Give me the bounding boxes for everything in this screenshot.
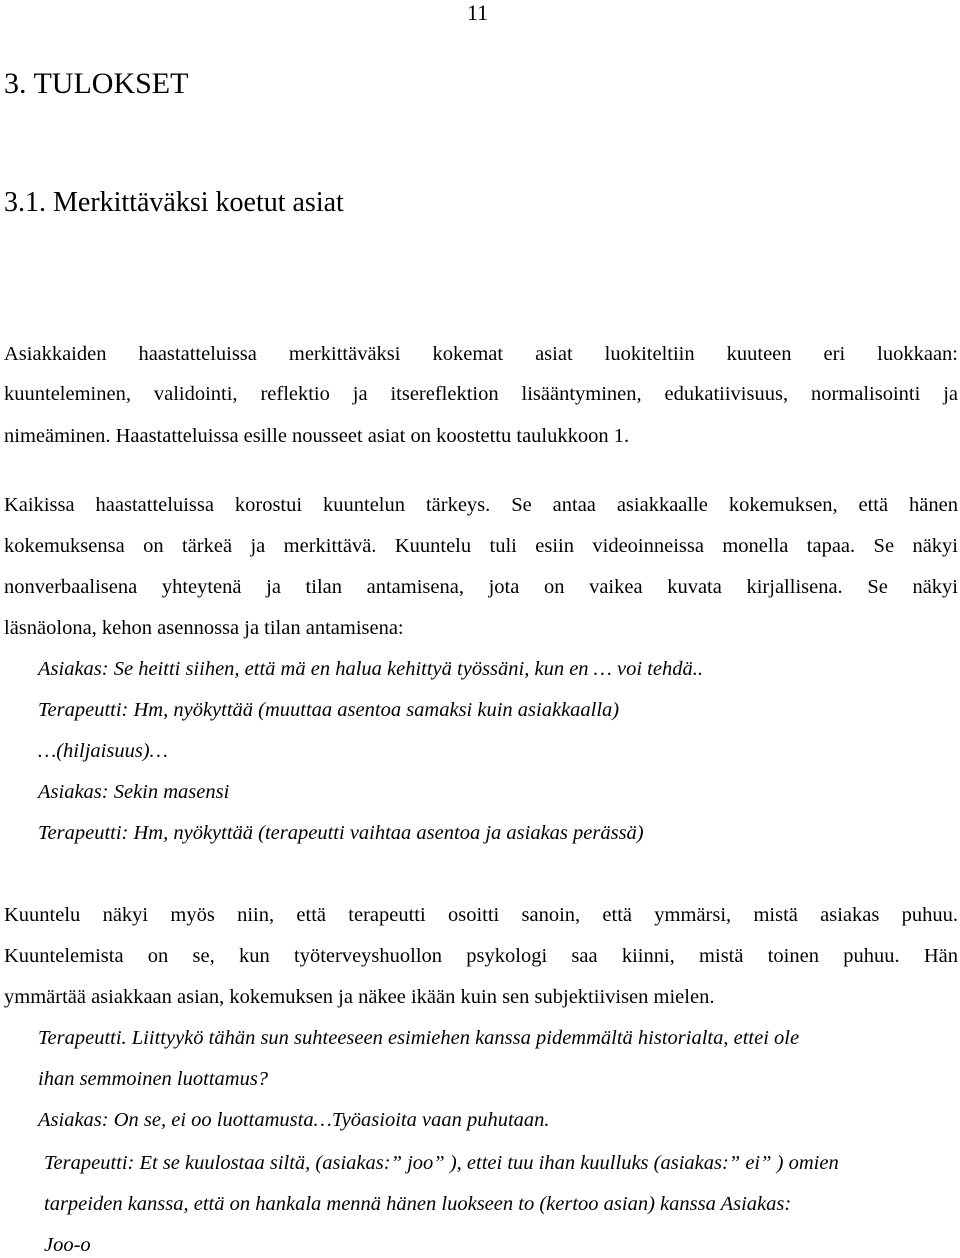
paragraph-3-line-1: Kuuntelu näkyi myös niin, että terapeutti osoitti sanoin, että ymmärsi, mistä asiakas puhuu. bbox=[4, 904, 958, 926]
section-heading: 3.1. Merkittäväksi koetut asiat bbox=[4, 187, 344, 218]
quote-line: Joo-o bbox=[44, 1234, 91, 1256]
paragraph-3-line-2: Kuuntelemista on se, kun työterveyshuollon psykologi saa kiinni, mistä toinen puhuu. Hän bbox=[4, 945, 958, 967]
quote-line: Terapeutti: Hm, nyökyttää (terapeutti vaihtaa asentoa ja asiakas perässä) bbox=[38, 822, 644, 844]
quote-line: ihan semmoinen luottamus? bbox=[38, 1068, 269, 1090]
chapter-heading: 3. TULOKSET bbox=[4, 67, 189, 100]
quote-line: Terapeutti: Hm, nyökyttää (muuttaa asentoa samaksi kuin asiakkaalla) bbox=[38, 699, 620, 721]
quote-line: …(hiljaisuus)… bbox=[38, 740, 168, 762]
paragraph-2-line-2: kokemuksensa on tärkeä ja merkittävä. Kuuntelu tuli esiin videoinneissa monella tapaa. Se näkyi bbox=[4, 535, 958, 557]
quote-line: tarpeiden kanssa, että on hankala mennä hänen luokseen to (kertoo asian) kanssa Asiakas: bbox=[44, 1193, 792, 1215]
quote-line: Terapeutti: Et se kuulostaa siltä, (asiakas:” joo” ), ettei tuu ihan kuulluks (asiakas:” ei” ) omien bbox=[44, 1152, 839, 1174]
paragraph-2-line-4: läsnäolona, kehon asennossa ja tilan antamisena: bbox=[4, 617, 404, 639]
quote-line: Asiakas: Se heitti siihen, että mä en halua kehittyä työssäni, kun en … voi tehdä.. bbox=[38, 658, 703, 680]
paragraph-1-line-3: nimeäminen. Haastatteluissa esille nousseet asiat on koostettu taulukkoon 1. bbox=[4, 425, 630, 447]
quote-line: Asiakas: On se, ei oo luottamusta…Työasioita vaan puhutaan. bbox=[38, 1109, 550, 1131]
quote-line: Terapeutti. Liittyykö tähän sun suhteeseen esimiehen kanssa pidemmältä historialta, ettei ole bbox=[38, 1027, 800, 1049]
quote-line: Asiakas: Sekin masensi bbox=[38, 781, 230, 803]
paragraph-3-line-3: ymmärtää asiakkaan asian, kokemuksen ja näkee ikään kuin sen subjektiivisen mielen. bbox=[4, 986, 715, 1008]
paragraph-2-line-1: Kaikissa haastatteluissa korostui kuuntelun tärkeys. Se antaa asiakkaalle kokemuksen, että hänen bbox=[4, 494, 958, 516]
paragraph-1-line-2: kuunteleminen, validointi, reflektio ja itsereflektion lisääntyminen, edukatiivisuus, normalisointi ja bbox=[4, 383, 958, 405]
page-number: 11 bbox=[467, 0, 489, 25]
paragraph-2-line-3: nonverbaalisena yhteytenä ja tilan antamisena, jota on vaikea kuvata kirjallisena. Se näkyi bbox=[4, 576, 958, 598]
paragraph-1-line-1: Asiakkaiden haastatteluissa merkittäväksi kokemat asiat luokiteltiin kuuteen eri luokkaan: bbox=[4, 343, 958, 365]
